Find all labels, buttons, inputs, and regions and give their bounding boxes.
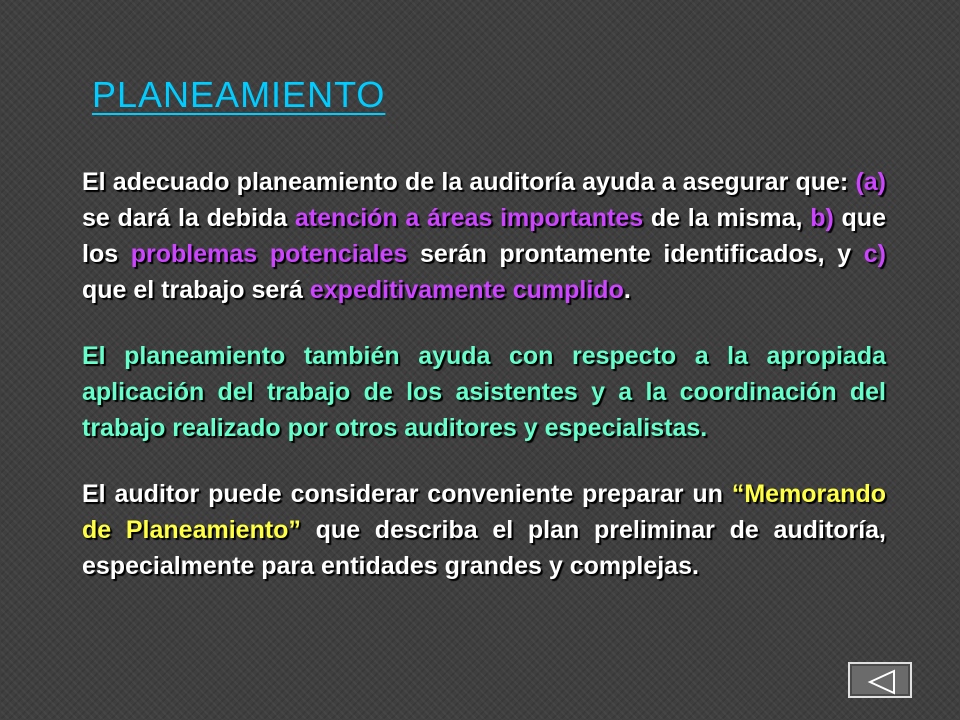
p1-highlight-b: b) — [810, 204, 834, 232]
p1-text-3: de la misma, — [643, 204, 811, 232]
p3-text-1: El auditor puede considerar conveniente preparar un — [82, 480, 732, 508]
p3-text-2: que describa el plan preliminar de auditoría, especialmente para entidades grandes y complejas. — [82, 516, 886, 580]
paragraph-coordination: El planeamiento también ayuda con respecto a la apropiada aplicación del trabajo de los asistentes y a la coordinación del trabajo realizado por otros auditores y especialistas. — [82, 342, 886, 442]
p1-text-6: que el trabajo será — [82, 276, 310, 304]
p3-memo-highlight: “Memorando de Planeamiento” — [82, 480, 886, 544]
p1-text-7: . — [623, 276, 631, 304]
p1-text-4: que los — [82, 204, 886, 268]
p1-highlight-expeditious: expeditivamente cumplido — [309, 276, 624, 304]
p1-highlight-problems: problemas potenciales — [130, 240, 408, 268]
slide-body — [82, 164, 886, 614]
back-button[interactable] — [848, 662, 912, 698]
p1-highlight-c: c) — [863, 240, 886, 268]
p1-highlight-a: (a) — [855, 168, 886, 196]
p1-text-5: serán prontamente identificados, y — [407, 240, 864, 268]
p1-text-2: se dará la debida — [82, 204, 295, 232]
p1-text-1: El adecuado planeamiento de la auditoría ayuda a asegurar que: — [82, 168, 856, 196]
paragraph-memorandum — [82, 476, 886, 584]
paragraph-planning-benefits — [82, 164, 886, 308]
slide-title: PLANEAMIENTO — [92, 74, 386, 115]
back-triangle-icon — [850, 664, 914, 700]
p1-highlight-areas: atención a áreas importantes — [294, 204, 644, 232]
